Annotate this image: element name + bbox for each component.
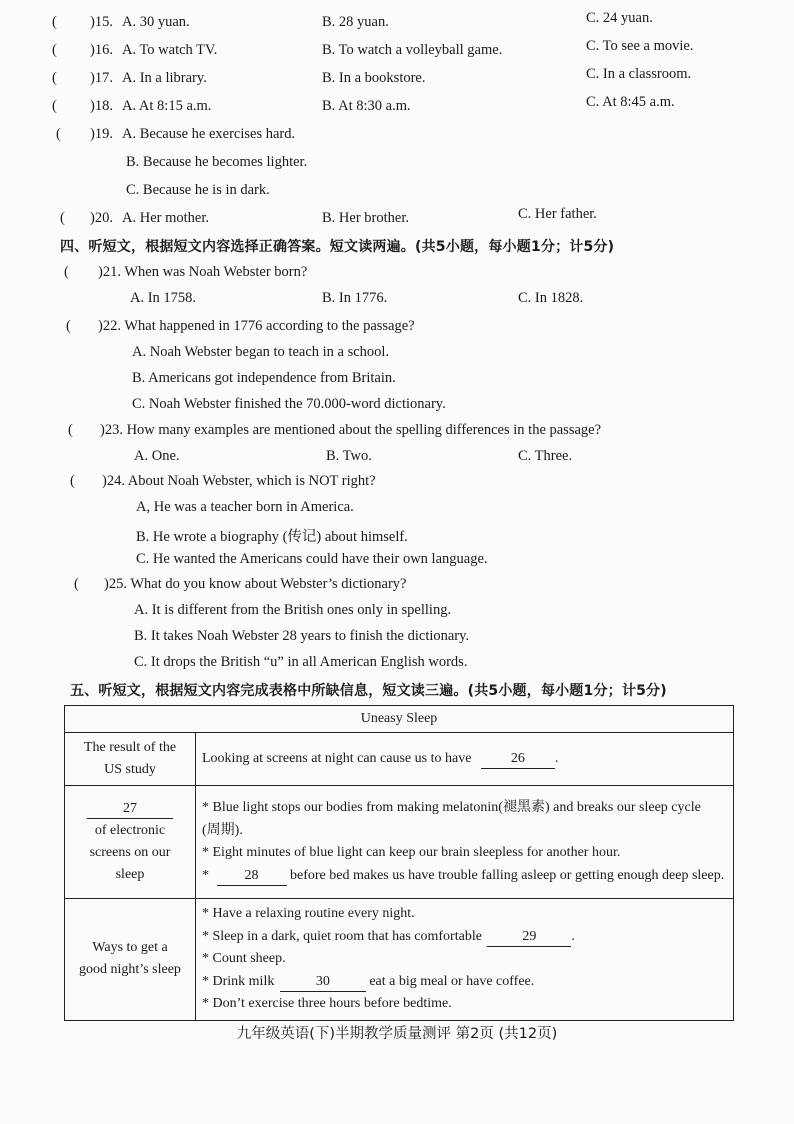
option-b: B. In a bookstore.	[322, 70, 426, 86]
option-c: C. At 8:45 a.m.	[586, 94, 675, 110]
option-b: B. Her brother.	[322, 210, 409, 226]
option-c: C. In 1828.	[518, 290, 584, 306]
answer-blank-27[interactable]: 27	[87, 800, 173, 819]
row-content	[196, 786, 734, 899]
option-a: A. Noah Webster began to teach in a school.	[132, 344, 390, 360]
answer-paren: (	[52, 42, 57, 58]
answer-paren: (	[70, 473, 75, 489]
uneasy-sleep-table	[64, 705, 734, 1021]
row-content	[196, 899, 734, 1021]
bullet-star: *	[202, 973, 209, 989]
bullet-star: *	[202, 928, 209, 944]
section-4-heading: 四、听短文，根据短文内容选择正确答案。短文读两遍。(共5小题，每小题1分；计5分)	[60, 239, 615, 255]
sentence-text: Looking at screens at night can cause us to have	[202, 750, 472, 766]
option-a: A. In 1758.	[130, 290, 197, 306]
option-c: C. To see a movie.	[586, 38, 694, 54]
table-row-ways	[65, 899, 734, 1021]
option-c: C. 24 yuan.	[586, 10, 653, 26]
answer-paren: (	[52, 14, 57, 30]
option-c: C. Noah Webster finished the 70.000-word dictionary.	[132, 396, 446, 412]
effect-text: (周期).	[202, 822, 243, 838]
option-c: C. Her father.	[518, 206, 597, 222]
option-b: B. To watch a volleyball game.	[322, 42, 503, 58]
answer-blank-29[interactable]: 29	[487, 928, 571, 947]
tip-text: Don’t exercise three hours before bedtime.	[212, 996, 452, 1011]
answer-blank-28[interactable]: 28	[217, 867, 287, 886]
table-row-effects	[65, 786, 734, 899]
answer-paren: (	[60, 210, 65, 226]
option-b: B. In 1776.	[322, 290, 388, 306]
row-label-line: Ways to get a	[92, 940, 168, 956]
tip-text: Drink milk	[212, 973, 275, 989]
option-a: A. Because he exercises hard.	[122, 126, 296, 142]
option-a: A. At 8:15 a.m.	[122, 98, 212, 114]
tip-text: Sleep in a dark, quiet room that has comfortable	[212, 928, 482, 944]
bullet-star: *	[202, 845, 209, 860]
question-number: )15.	[90, 14, 113, 30]
question-stem: )22. What happened in 1776 according to the passage?	[98, 318, 415, 334]
answer-paren: (	[56, 126, 61, 142]
effect-text: Blue light stops our bodies from making melatonin(褪黑素) and breaks our sleep cycle	[212, 800, 701, 815]
answer-blank-26[interactable]: 26	[481, 750, 555, 769]
tip-text: Have a relaxing routine every night.	[212, 906, 415, 921]
row-label	[65, 733, 196, 786]
table-title: Uneasy Sleep	[65, 706, 734, 733]
row-label-line: sleep	[115, 867, 145, 882]
tip-text: Count sheep.	[212, 951, 286, 966]
row-label-line: The result of the	[83, 740, 177, 755]
question-stem: )24. About Noah Webster, which is NOT right?	[102, 473, 376, 489]
option-a: A, He was a teacher born in America.	[136, 499, 354, 515]
option-b: B. Two.	[326, 448, 372, 464]
option-a: A. In a library.	[122, 70, 207, 86]
bullet-star: *	[202, 867, 209, 883]
option-b: B. At 8:30 a.m.	[322, 98, 411, 114]
option-b: B. 28 yuan.	[322, 14, 389, 30]
option-b: B. It takes Noah Webster 28 years to finish the dictionary.	[134, 628, 470, 644]
bullet-star: *	[202, 996, 209, 1011]
option-b: B. He wrote a biography (传记) about himself.	[136, 529, 408, 545]
question-number: )18.	[90, 98, 113, 114]
answer-paren: (	[64, 264, 69, 280]
option-a: A. To watch TV.	[122, 42, 218, 58]
tip-text: eat a big meal or have coffee.	[369, 973, 535, 989]
effect-text: Eight minutes of blue light can keep our brain sleepless for another hour.	[212, 845, 621, 860]
answer-paren: (	[66, 318, 71, 334]
question-number: )20.	[90, 210, 113, 226]
option-a: A. 30 yuan.	[122, 14, 190, 30]
answer-blank-30[interactable]: 30	[280, 973, 366, 992]
question-stem: )23. How many examples are mentioned about the spelling differences in the passage?	[100, 422, 602, 438]
row-label-line: screens on our	[89, 845, 171, 860]
option-a: A. One.	[134, 448, 180, 464]
sentence-end: .	[554, 750, 559, 766]
bullet-star: *	[202, 800, 209, 815]
bullet-star: *	[202, 951, 209, 966]
option-b: B. Because he becomes lighter.	[126, 154, 308, 170]
option-c: C. In a classroom.	[586, 66, 692, 82]
row-label	[65, 786, 196, 899]
option-a: A. Her mother.	[122, 210, 209, 226]
option-b: B. Americans got independence from Britain.	[132, 370, 396, 386]
row-label	[65, 899, 196, 1021]
table-row-study-result	[65, 733, 734, 786]
answer-paren: (	[68, 422, 73, 438]
question-number: )19.	[90, 126, 113, 142]
question-stem: )25. What do you know about Webster’s dictionary?	[104, 576, 407, 592]
row-label-line: good night’s sleep	[79, 962, 181, 978]
sentence-end: .	[571, 928, 575, 944]
section-5-heading: 五、听短文，根据短文内容完成表格中所缺信息，短文读三遍。(共5小题，每小题1分；计5分)	[70, 683, 667, 699]
option-c: C. He wanted the Americans could have their own language.	[136, 551, 488, 567]
page-footer: 九年级英语(下)半期教学质量测评 第2页 (共12页)	[236, 1026, 558, 1042]
answer-paren: (	[52, 70, 57, 86]
effect-text: before bed makes us have trouble falling asleep or getting enough deep sleep.	[290, 867, 725, 883]
question-number: )16.	[90, 42, 113, 58]
question-number: )17.	[90, 70, 113, 86]
option-a: A. It is different from the British ones only in spelling.	[134, 602, 452, 618]
row-label-line: US study	[104, 762, 156, 777]
answer-paren: (	[74, 576, 79, 592]
option-c: C. Three.	[518, 448, 573, 464]
question-stem: )21. When was Noah Webster born?	[98, 264, 308, 280]
row-content	[196, 733, 734, 786]
bullet-star: *	[202, 906, 209, 921]
option-c: C. It drops the British “u” in all American English words.	[134, 654, 468, 670]
row-label-line: of electronic	[94, 823, 166, 838]
option-c: C. Because he is in dark.	[126, 182, 270, 198]
answer-paren: (	[52, 98, 57, 114]
